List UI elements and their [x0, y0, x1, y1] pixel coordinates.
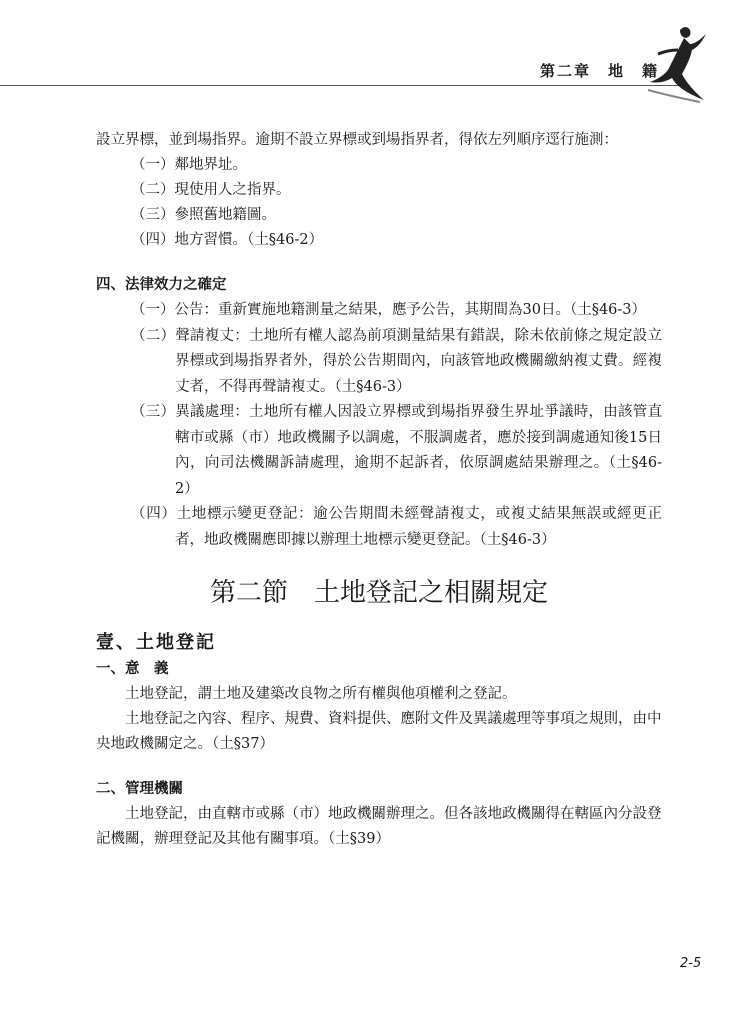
page-content: [96, 128, 662, 852]
list-item: （三）參照舊地籍圖。: [131, 207, 276, 223]
list-item: （三）異議處理：土地所有權人因設立界標或到場指界發生界址爭議時，由該管直轄市或縣（市）地政機關予以調處，不服調處者，應於接到調處通知後15日內，向司法機關訴請處理，逾期不起訴者，依原調處結果辦理之。（土§46-2）: [131, 404, 662, 497]
paragraph: 土地登記之內容、程序、規費、資料提供、應附文件及異議處理等事項之規則，由中央地政機關定之。（土§37）: [96, 711, 662, 752]
header-rule: [0, 85, 690, 86]
section-heading: 四、法律效力之確定: [96, 277, 227, 293]
sub-heading: 二、管理機關: [96, 781, 183, 797]
list-item: （一）公告：重新實施地籍測量之結果，應予公告，其期間為30日。（土§46-3）: [131, 302, 647, 318]
chapter-title: 第二章 地 籍: [540, 62, 660, 80]
list-item: （四）地方習慣。（土§46-2）: [131, 232, 324, 248]
section-title: 第二節 土地登記之相關規定: [209, 578, 548, 608]
list-item: （四）土地標示變更登記：逾公告期間未經聲請複丈，或複丈結果無誤或經更正者，地政機關應即據以辦理土地標示變更登記。（土§46-3）: [131, 506, 662, 548]
paragraph: 設立界標，並到場指界。逾期不設立界標或到場指界者，得依左列順序逕行施測：: [96, 132, 618, 148]
paragraph: 土地登記，由直轄市或縣（市）地政機關辦理之。但各該地政機關得在轄區內分設登記機關，辦理登記及其他有關事項。（土§39）: [96, 806, 662, 847]
list-item: （二）現使用人之指界。: [131, 182, 291, 198]
paragraph: 土地登記，謂土地及建築改良物之所有權與他項權利之登記。: [125, 686, 517, 702]
list-item: （一）鄰地界址。: [131, 157, 247, 173]
main-heading: 壹、土地登記: [96, 632, 216, 653]
sub-heading: 一、意 義: [96, 661, 169, 677]
page-number: 2-5: [680, 956, 702, 971]
running-figure-logo: [640, 20, 712, 104]
list-item: （二）聲請複丈：土地所有權人認為前項測量結果有錯誤，除未依前條之規定設立界標或到場指界者外，得於公告期間內，向該管地政機關繳納複丈費。經複丈者，不得再聲請複丈。（土§46-3）: [131, 327, 662, 395]
